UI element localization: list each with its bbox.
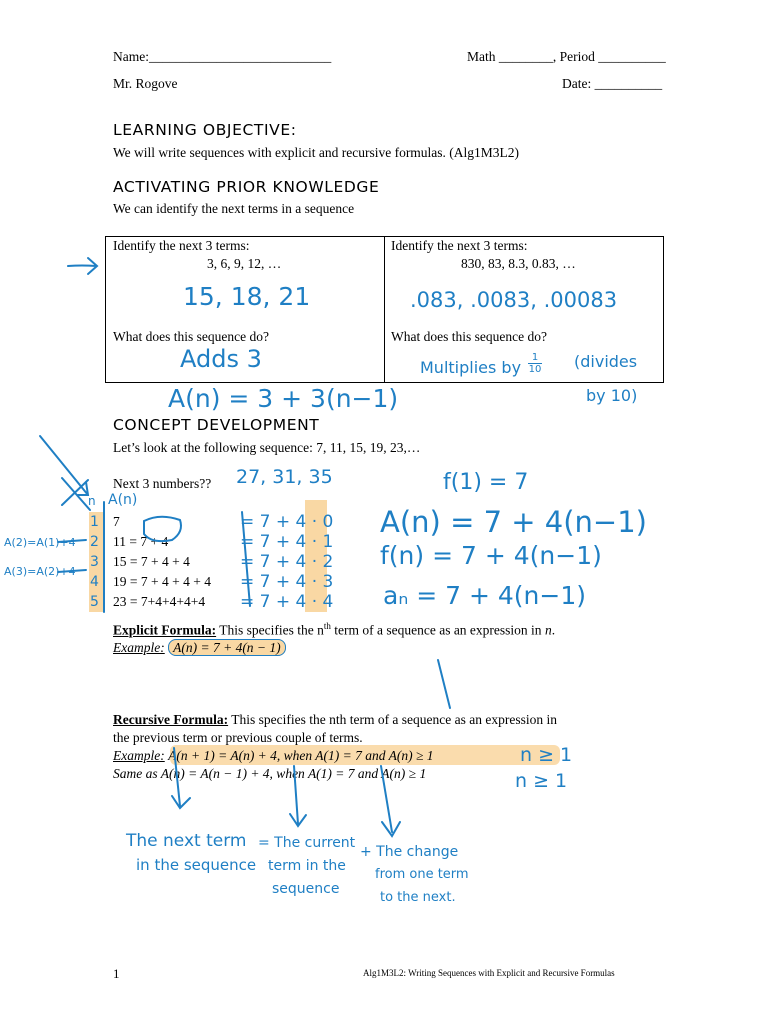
recursive-same-as: Same as A(n) = A(n − 1) + 4, when A(1) = 7 and A(n) ≥ 1 xyxy=(113,766,427,781)
explicit-text-after: term of a sequence as an expression in xyxy=(330,622,545,638)
explicit-text-before: This specifies the n xyxy=(216,622,324,638)
note-next-term-2: in the sequence xyxy=(136,856,257,874)
left-sequence: 3, 6, 9, 12, … xyxy=(207,256,282,271)
math-period-line[interactable]: Math ________, Period __________ xyxy=(467,49,666,64)
divider-line xyxy=(438,660,450,708)
recursive-n-note-2: n ≥ 1 xyxy=(515,770,568,792)
date-line[interactable]: Date: __________ xyxy=(562,76,663,91)
table-explicit-value: = 7 + 4 · 1 xyxy=(240,532,334,552)
prior-knowledge-heading: ACTIVATING PRIOR KNOWLEDGE xyxy=(113,178,380,196)
explicit-example-label: Example: xyxy=(113,640,165,655)
teacher-name: Mr. Rogove xyxy=(113,76,178,91)
formula-an-note: aₙ = 7 + 4(n−1) xyxy=(383,581,586,610)
table-explicit-value: = 7 + 4 · 0 xyxy=(240,512,334,532)
right-question: What does this sequence do? xyxy=(391,329,547,344)
note-change-3: to the next. xyxy=(380,890,456,905)
note-change-1: + The change xyxy=(360,844,459,860)
recursive-text-line2: the previous term or previous couple of terms. xyxy=(113,730,363,745)
right-answer-terms: .083, .0083, .00083 xyxy=(410,288,618,312)
divider-line xyxy=(242,512,250,606)
table-n-value: 5 xyxy=(90,594,99,610)
right-prompt: Identify the next 3 terms: xyxy=(391,238,528,253)
footer-title: Alg1M3L2: Writing Sequences with Explicit and Recursive Formulas xyxy=(363,968,615,978)
fraction-denominator: 10 xyxy=(528,364,542,375)
explicit-var: n xyxy=(544,622,552,638)
side-note-a2: A(2)=A(1)+4 xyxy=(4,536,76,549)
arrow-icon xyxy=(68,258,97,274)
table-sequence-line: 11 = 7 + 4 xyxy=(113,534,169,549)
table-sequence-line: 19 = 7 + 4 + 4 + 4 xyxy=(113,574,211,589)
concept-intro: Let’s look at the following sequence: 7, 11, 15, 19, 23,… xyxy=(113,440,421,455)
explicit-sup: th xyxy=(323,621,331,631)
note-current-term-2: term in the xyxy=(268,858,346,874)
circle-mark xyxy=(144,517,181,541)
name-line[interactable]: Name:___________________________ xyxy=(113,49,332,64)
table-sequence-line: 23 = 7+4+4+4+4 xyxy=(113,594,206,609)
right-answer-note-1: (divides xyxy=(574,352,638,371)
explicit-title: Explicit Formula: xyxy=(113,622,217,638)
explicit-example-formula: A(n) = 7 + 4(n − 1) xyxy=(168,639,286,656)
right-sequence: 830, 83, 8.3, 0.83, … xyxy=(461,256,576,271)
page-number: 1 xyxy=(113,966,120,981)
table-explicit-value: = 7 + 4 · 4 xyxy=(240,592,334,612)
recursive-title: Recursive Formula: xyxy=(113,712,229,727)
recursive-text-line1: This specifies the nth term of a sequence as an expression in xyxy=(228,712,557,727)
formula-f-note: f(n) = 7 + 4(n−1) xyxy=(380,541,602,570)
explicit-period: . xyxy=(551,622,556,638)
formula-a-note: A(n) = 7 + 4(n−1) xyxy=(380,505,647,539)
col-an-label: A(n) xyxy=(108,492,138,508)
next-numbers-answer: 27, 31, 35 xyxy=(236,466,333,488)
arrow-icon xyxy=(58,540,86,572)
table-explicit-value: = 7 + 4 · 3 xyxy=(240,572,334,592)
table-sequence-line: 7 xyxy=(113,514,120,529)
table-n-value: 2 xyxy=(90,534,99,550)
note-current-term-3: sequence xyxy=(272,881,340,897)
left-question: What does this sequence do? xyxy=(113,329,269,344)
arrow-icon xyxy=(172,748,190,808)
note-current-term-1: = The current xyxy=(258,835,356,851)
recursive-example-label: Example: xyxy=(113,748,165,763)
table-sequence-line: 15 = 7 + 4 + 4 xyxy=(113,554,190,569)
note-next-term-1: The next term xyxy=(126,831,247,851)
f1-note: f(1) = 7 xyxy=(443,470,529,495)
learning-objective-heading: LEARNING OBJECTIVE: xyxy=(113,121,297,139)
arrow-icon xyxy=(290,766,306,826)
left-answer-terms: 15, 18, 21 xyxy=(183,282,311,311)
table-n-value: 1 xyxy=(90,514,99,530)
explicit-formula-note: A(n) = 3 + 3(n−1) xyxy=(168,384,399,413)
table-explicit-value: = 7 + 4 · 2 xyxy=(240,552,334,572)
right-answer-note-2: by 10) xyxy=(586,386,638,405)
table-n-value: 4 xyxy=(90,574,99,590)
left-prompt: Identify the next 3 terms: xyxy=(113,238,250,253)
next-numbers-prompt: Next 3 numbers?? xyxy=(113,476,212,491)
recursive-n-note-1: n ≥ 1 xyxy=(520,744,573,766)
learning-objective-text: We will write sequences with explicit and recursive formulas. (Alg1M3L2) xyxy=(113,145,520,160)
prior-knowledge-text: We can identify the next terms in a sequence xyxy=(113,201,355,216)
fraction-numerator: 1 xyxy=(531,352,539,363)
side-note-a3: A(3)=A(2)+4 xyxy=(4,565,76,578)
recursive-example-formula: A(n + 1) = A(n) + 4, when A(1) = 7 and A(n) ≥ 1 xyxy=(168,748,434,763)
concept-heading: CONCEPT DEVELOPMENT xyxy=(113,416,320,434)
left-answer-rule: Adds 3 xyxy=(180,345,262,373)
table-n-value: 3 xyxy=(90,554,99,570)
arrow-icon xyxy=(381,766,400,836)
right-answer-rule: Multiplies by xyxy=(420,358,522,377)
col-n-label: n xyxy=(88,494,96,508)
note-change-2: from one term xyxy=(375,867,469,882)
